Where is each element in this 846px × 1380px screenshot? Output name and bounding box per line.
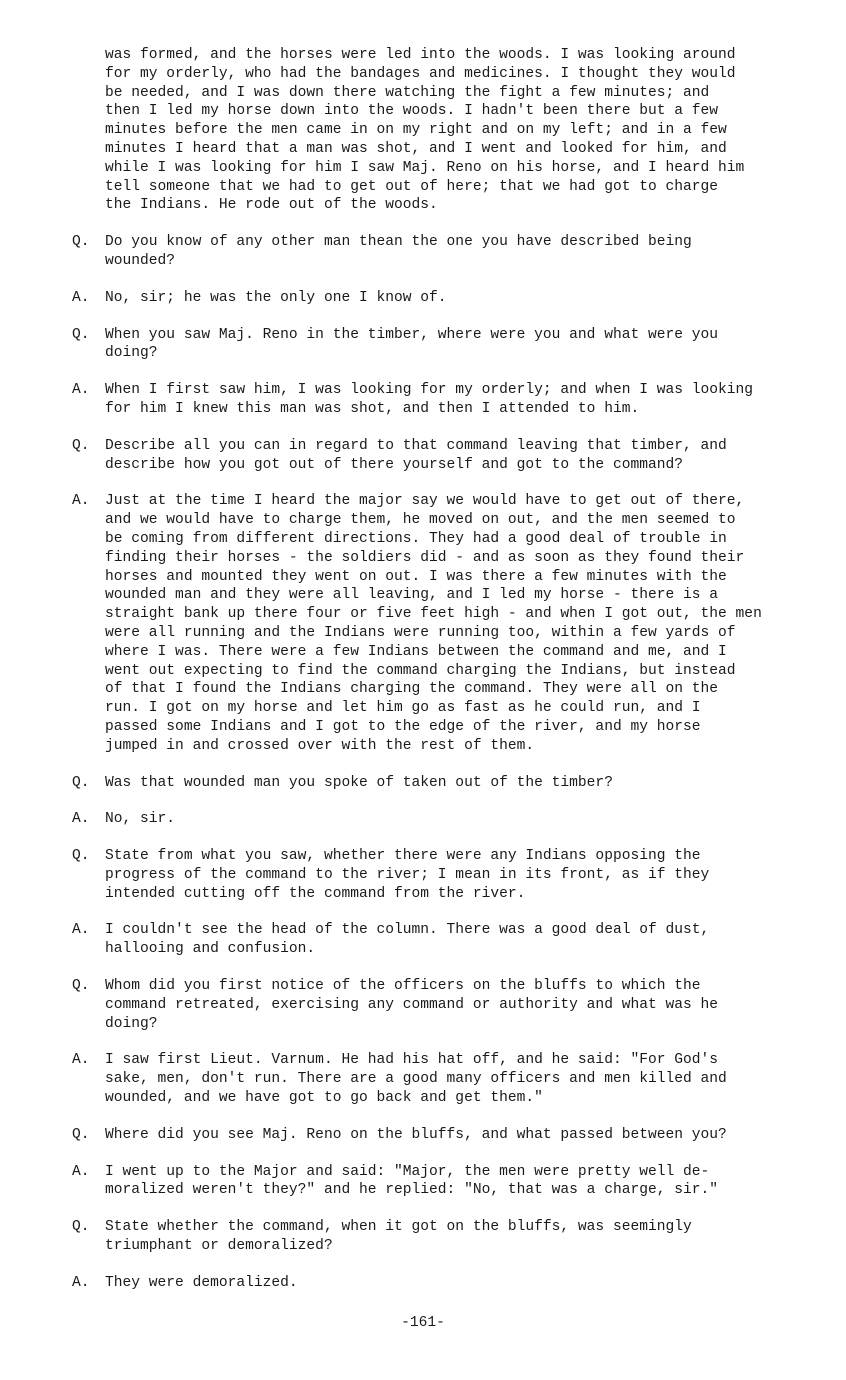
qa-entry-12 <box>72 1051 812 1107</box>
qa-entry-5 <box>72 437 812 475</box>
qa-label: Q. <box>72 326 90 343</box>
qa-label: Q. <box>72 848 90 865</box>
qa-label: A. <box>72 493 90 510</box>
qa-entry-7 <box>72 774 812 793</box>
qa-text: Was that wounded man you spoke of taken out of the timber? <box>105 774 613 791</box>
qa-entry-16 <box>72 1274 812 1293</box>
qa-text: State from what you saw, whether there were any Indians opposing the progress of the command to the river; I mean in its front, as if they intended cutting off the command from the river. <box>105 848 710 902</box>
transcript-page <box>72 46 812 1293</box>
qa-text: Describe all you can in regard to that command leaving that timber, and describe how you got out of there yourself and got to the command? <box>105 437 727 473</box>
intro-paragraph: was formed, and the horses were led into the woods. I was looking around for my orderly, who had the bandages and medicines. I thought they would be needed, and I was down there watching the fight a few minutes; and then I led my horse down into the woods. I hadn't been there but a few minutes before the men came in on my right and on my left; and in a few minutes I heard that a man was shot, and I went and looked for him, and while I was looking for him I saw Maj. Reno on his horse, and I heard him tell someone that we had to get out of here; that we had got to charge the Indians. He rode out of the woods. <box>105 47 745 214</box>
qa-label: A. <box>72 811 90 828</box>
qa-label: A. <box>72 289 90 306</box>
qa-entry-3 <box>72 326 812 364</box>
qa-entry-4 <box>72 381 812 419</box>
qa-text: Where did you see Maj. Reno on the bluffs, and what passed between you? <box>105 1126 727 1143</box>
qa-label: Q. <box>72 774 90 791</box>
qa-text: When you saw Maj. Reno in the timber, where were you and what were you doing? <box>105 326 719 362</box>
qa-entry-10 <box>72 921 812 959</box>
qa-label: A. <box>72 922 90 939</box>
qa-label: A. <box>72 1163 90 1180</box>
qa-entry-6 <box>72 492 812 755</box>
qa-text: When I first saw him, I was looking for my orderly; and when I was looking for him I knew this man was shot, and then I attended to him. <box>105 382 754 417</box>
qa-text: I went up to the Major and said: "Major, the men were pretty well de- moralized weren't they?" and he replied: "No, that was a charge, sir." <box>105 1163 719 1199</box>
qa-label: Q. <box>72 978 90 995</box>
qa-text: Just at the time I heard the major say we would have to get out of there, and we would have to charge them, he moved on out, and the men seemed to be coming from different directions. They had a good deal of trouble in finding their horses - the soldiers did - and as soon as they found their horses and mounted they went on out. I was there a few minutes with the wounded man and they were all leaving, and I led my horse - there is a straight bank up there four or five feet high - and when I got out, the men were all running and the Indians were running too, within a few yards of where I was. There were a few Indians between the command and me, and I went out expecting to find the command charging the Indians, but instead of that I found the Indians charging the command. They were all on the run. I got on my horse and let him go as fast as he could run, and I passed some Indians and I got to the edge of the river, and my horse jumped in and crossed over with the rest of them. <box>105 493 762 754</box>
qa-text: They were demoralized. <box>105 1274 298 1291</box>
qa-text: Whom did you first notice of the officers on the bluffs to which the command retreated, exercising any command or authority and what was he doing? <box>105 978 719 1032</box>
qa-label: Q. <box>72 1219 90 1236</box>
qa-entry-1 <box>72 233 812 271</box>
qa-text: No, sir. <box>105 811 176 828</box>
qa-entry-11 <box>72 977 812 1033</box>
qa-entry-13 <box>72 1126 812 1145</box>
qa-entry-2 <box>72 289 812 308</box>
qa-label: Q. <box>72 437 90 454</box>
page-number: -161- <box>401 1315 445 1331</box>
qa-entry-15 <box>72 1218 812 1256</box>
qa-text: I saw first Lieut. Varnum. He had his hat off, and he said: "For God's sake, men, don't run. There are a good many officers and men killed and wounded, and we have got to go back and get them." <box>105 1052 727 1107</box>
qa-entry-9 <box>72 847 812 903</box>
qa-text: No, sir; he was the only one I know of. <box>105 289 447 306</box>
qa-entry-14 <box>72 1163 812 1201</box>
qa-entry-8 <box>72 810 812 829</box>
qa-label: Q. <box>72 234 90 251</box>
qa-label: Q. <box>72 1126 90 1143</box>
qa-label: A. <box>72 1052 90 1069</box>
qa-text: State whether the command, when it got on the bluffs, was seemingly triumphant or demoralized? <box>105 1219 692 1255</box>
qa-text: Do you know of any other man thean the one you have described being wounded? <box>105 234 692 269</box>
qa-label: A. <box>72 1274 90 1291</box>
qa-text: I couldn't see the head of the column. There was a good deal of dust, hallooing and confusion. <box>105 922 710 958</box>
qa-label: A. <box>72 382 90 399</box>
